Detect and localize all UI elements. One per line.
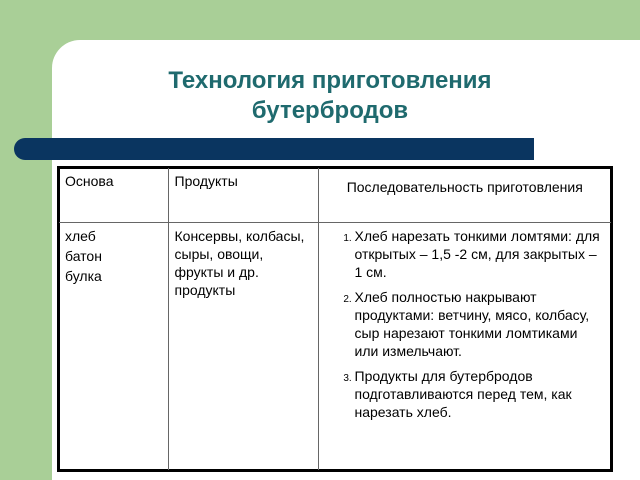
header-products: [168, 167, 318, 223]
header-base-label: Основа: [65, 173, 114, 189]
steps-list: [325, 227, 606, 421]
recipe-table: [57, 166, 613, 472]
header-sequence-label: Последовательность приготовления: [346, 179, 583, 195]
steps-cell: [318, 223, 612, 472]
step-item: 2. Хлеб полностью накрывают продуктами: ветчину, мясо, колбасу, сыр нарезают тонкими ломтиками или измельчают.: [355, 288, 606, 360]
header-sequence: [318, 167, 612, 223]
bar-gap: [534, 138, 640, 160]
base-item: батон: [65, 248, 102, 264]
base-cell: [58, 223, 168, 472]
title-line-2: бутербродов: [251, 97, 409, 124]
decorative-bar: [14, 138, 534, 160]
products-cell: [168, 223, 318, 472]
products-text: Консервы, колбасы, сыры, овощи, фрукты и др. продукты: [174, 228, 305, 298]
background-corner: [0, 0, 222, 40]
slide-title: [110, 66, 550, 126]
header-products-label: Продукты: [174, 173, 238, 189]
base-item: булка: [65, 268, 102, 284]
header-base: [58, 167, 168, 223]
step-item: 3. Продукты для бутербродов подготавливаются перед тем, как нарезать хлеб.: [355, 367, 606, 421]
step-item: 1. Хлеб нарезать тонкими ломтями: для открытых – 1,5 -2 см, для закрытых – 1 см.: [355, 227, 606, 281]
base-item: хлеб: [65, 228, 96, 244]
title-line-1: Технология приготовления: [168, 67, 492, 94]
